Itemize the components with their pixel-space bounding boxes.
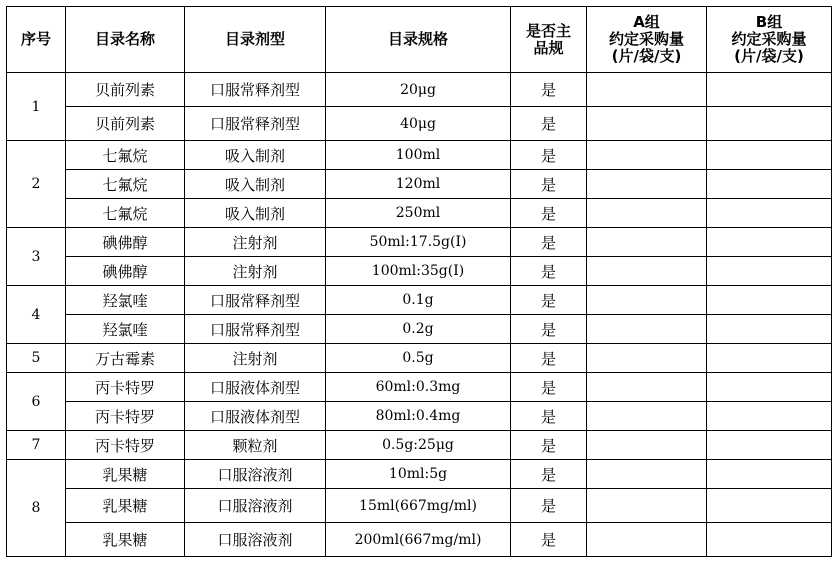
table-row xyxy=(7,199,832,228)
qty-a-cell[interactable] xyxy=(587,373,707,402)
qty-b-cell[interactable] xyxy=(707,402,832,431)
form-cell: 注射剂 xyxy=(185,344,326,373)
qty-b-cell[interactable] xyxy=(707,344,832,373)
form-cell: 口服常释剂型 xyxy=(185,73,326,107)
name-cell: 丙卡特罗 xyxy=(66,402,185,431)
main-cell: 是 xyxy=(511,373,587,402)
form-cell: 注射剂 xyxy=(185,228,326,257)
qty-a-cell[interactable] xyxy=(587,489,707,523)
header-main xyxy=(511,7,587,73)
form-cell: 口服溶液剂 xyxy=(185,523,326,557)
qty-b-cell[interactable] xyxy=(707,489,832,523)
form-cell: 吸入制剂 xyxy=(185,170,326,199)
spec-cell: 100ml xyxy=(326,141,511,170)
main-cell: 是 xyxy=(511,228,587,257)
main-cell: 是 xyxy=(511,257,587,286)
form-cell: 口服常释剂型 xyxy=(185,107,326,141)
header-group-b xyxy=(707,7,832,73)
qty-b-cell[interactable] xyxy=(707,286,832,315)
header-form: 目录剂型 xyxy=(185,7,326,73)
qty-b-cell[interactable] xyxy=(707,73,832,107)
main-cell: 是 xyxy=(511,286,587,315)
name-cell: 丙卡特罗 xyxy=(66,431,185,460)
procurement-table xyxy=(6,6,832,557)
name-cell: 七氟烷 xyxy=(66,170,185,199)
qty-b-cell[interactable] xyxy=(707,107,832,141)
qty-b-cell[interactable] xyxy=(707,199,832,228)
spec-cell: 20μg xyxy=(326,73,511,107)
name-cell: 碘佛醇 xyxy=(66,228,185,257)
spec-cell: 100ml:35g(Ⅰ) xyxy=(326,257,511,286)
header-main-line1: 是否主 xyxy=(525,21,571,40)
spec-cell: 200ml(667mg/ml) xyxy=(326,523,511,557)
name-cell: 万古霉素 xyxy=(66,344,185,373)
spec-cell: 0.5g:25μg xyxy=(326,431,511,460)
name-cell: 碘佛醇 xyxy=(66,257,185,286)
form-cell: 口服常释剂型 xyxy=(185,286,326,315)
qty-a-cell[interactable] xyxy=(587,257,707,286)
table-row xyxy=(7,402,832,431)
form-cell: 口服液体剂型 xyxy=(185,373,326,402)
spec-cell: 120ml xyxy=(326,170,511,199)
qty-b-cell[interactable] xyxy=(707,170,832,199)
qty-a-cell[interactable] xyxy=(587,523,707,557)
seq-cell: 4 xyxy=(7,286,66,344)
seq-cell: 6 xyxy=(7,373,66,431)
qty-a-cell[interactable] xyxy=(587,170,707,199)
table-row xyxy=(7,523,832,557)
form-cell: 注射剂 xyxy=(185,257,326,286)
name-cell: 丙卡特罗 xyxy=(66,373,185,402)
qty-a-cell[interactable] xyxy=(587,199,707,228)
spec-cell: 60ml:0.3mg xyxy=(326,373,511,402)
spec-cell: 0.1g xyxy=(326,286,511,315)
name-cell: 七氟烷 xyxy=(66,141,185,170)
main-cell: 是 xyxy=(511,199,587,228)
spec-cell: 0.2g xyxy=(326,315,511,344)
form-cell: 口服溶液剂 xyxy=(185,489,326,523)
qty-b-cell[interactable] xyxy=(707,315,832,344)
main-cell: 是 xyxy=(511,523,587,557)
qty-a-cell[interactable] xyxy=(587,73,707,107)
table-row xyxy=(7,431,832,460)
table-row xyxy=(7,373,832,402)
qty-a-cell[interactable] xyxy=(587,228,707,257)
qty-b-cell[interactable] xyxy=(707,523,832,557)
main-cell: 是 xyxy=(511,170,587,199)
seq-cell: 8 xyxy=(7,460,66,557)
table-row xyxy=(7,257,832,286)
form-cell: 口服溶液剂 xyxy=(185,460,326,489)
table-row xyxy=(7,73,832,107)
qty-a-cell[interactable] xyxy=(587,402,707,431)
table-row xyxy=(7,170,832,199)
spec-cell: 10ml:5g xyxy=(326,460,511,489)
form-cell: 吸入制剂 xyxy=(185,199,326,228)
qty-a-cell[interactable] xyxy=(587,286,707,315)
qty-a-cell[interactable] xyxy=(587,141,707,170)
spec-cell: 80ml:0.4mg xyxy=(326,402,511,431)
form-cell: 吸入制剂 xyxy=(185,141,326,170)
table-row xyxy=(7,107,832,141)
qty-a-cell[interactable] xyxy=(587,344,707,373)
header-group-a-line3: (片/袋/支) xyxy=(611,47,682,65)
qty-a-cell[interactable] xyxy=(587,460,707,489)
main-cell: 是 xyxy=(511,402,587,431)
spec-cell: 0.5g xyxy=(326,344,511,373)
form-cell: 颗粒剂 xyxy=(185,431,326,460)
name-cell: 贝前列素 xyxy=(66,107,185,141)
main-cell: 是 xyxy=(511,141,587,170)
main-cell: 是 xyxy=(511,489,587,523)
header-spec: 目录规格 xyxy=(326,7,511,73)
seq-cell: 2 xyxy=(7,141,66,228)
table-row xyxy=(7,315,832,344)
qty-a-cell[interactable] xyxy=(587,107,707,141)
main-cell: 是 xyxy=(511,315,587,344)
seq-cell: 5 xyxy=(7,344,66,373)
name-cell: 羟氯喹 xyxy=(66,315,185,344)
main-cell: 是 xyxy=(511,431,587,460)
main-cell: 是 xyxy=(511,107,587,141)
name-cell: 乳果糖 xyxy=(66,460,185,489)
qty-b-cell[interactable] xyxy=(707,228,832,257)
header-seq: 序号 xyxy=(7,7,66,73)
table-body xyxy=(7,73,832,557)
seq-cell: 1 xyxy=(7,73,66,141)
table-row xyxy=(7,141,832,170)
qty-b-cell[interactable] xyxy=(707,141,832,170)
seq-cell: 7 xyxy=(7,431,66,460)
qty-a-cell[interactable] xyxy=(587,431,707,460)
spec-cell: 50ml:17.5g(Ⅰ) xyxy=(326,228,511,257)
qty-b-cell[interactable] xyxy=(707,431,832,460)
header-name: 目录名称 xyxy=(66,7,185,73)
header-group-b-line3: (片/袋/支) xyxy=(734,47,804,65)
table-row xyxy=(7,460,832,489)
qty-a-cell[interactable] xyxy=(587,315,707,344)
spec-cell: 40μg xyxy=(326,107,511,141)
header-group-a-line1: A组 xyxy=(633,13,660,31)
header-row xyxy=(7,7,832,73)
main-cell: 是 xyxy=(511,73,587,107)
name-cell: 乳果糖 xyxy=(66,523,185,557)
qty-b-cell[interactable] xyxy=(707,257,832,286)
seq-cell: 3 xyxy=(7,228,66,286)
table-row xyxy=(7,286,832,315)
name-cell: 羟氯喹 xyxy=(66,286,185,315)
form-cell: 口服液体剂型 xyxy=(185,402,326,431)
form-cell: 口服常释剂型 xyxy=(185,315,326,344)
spec-cell: 15ml(667mg/ml) xyxy=(326,489,511,523)
qty-b-cell[interactable] xyxy=(707,460,832,489)
header-main-line2: 品规 xyxy=(533,38,564,57)
qty-b-cell[interactable] xyxy=(707,373,832,402)
main-cell: 是 xyxy=(511,460,587,489)
header-group-a-line2: 约定采购量 xyxy=(608,30,684,48)
table-row xyxy=(7,489,832,523)
name-cell: 乳果糖 xyxy=(66,489,185,523)
header-group-a xyxy=(587,7,707,73)
header-group-b-line1: B组 xyxy=(755,13,783,31)
table-row xyxy=(7,228,832,257)
spec-cell: 250ml xyxy=(326,199,511,228)
header-group-b-line2: 约定采购量 xyxy=(731,30,807,48)
main-cell: 是 xyxy=(511,344,587,373)
table-row xyxy=(7,344,832,373)
name-cell: 七氟烷 xyxy=(66,199,185,228)
name-cell: 贝前列素 xyxy=(66,73,185,107)
